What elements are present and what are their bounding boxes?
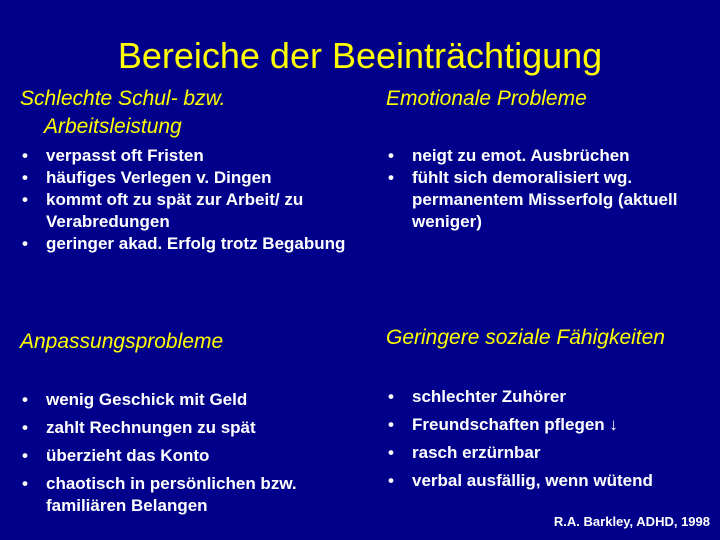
- citation: R.A. Barkley, ADHD, 1998: [553, 514, 710, 529]
- list-item: • wenig Geschick mit Geld: [20, 389, 350, 411]
- slide-title: Bereiche der Beeinträchtigung: [117, 35, 603, 76]
- bullet-list-emotional: [386, 145, 686, 233]
- list-item: • kommt oft zu spät zur Arbeit/ zu Verabredungen: [20, 189, 350, 233]
- list-item: • verbal ausfällig, wenn wütend: [386, 470, 706, 492]
- bullet-list-adaptation: [20, 389, 350, 523]
- list-item: • neigt zu emot. Ausbrüchen: [386, 145, 686, 167]
- list-item: [386, 414, 706, 436]
- list-item: • zahlt Rechnungen zu spät: [20, 417, 350, 439]
- section-heading-social: Geringere soziale Fähigkeiten: [386, 326, 665, 349]
- bullet-list-social: [386, 386, 706, 498]
- section-heading-adaptation: Anpassungsprobleme: [20, 330, 224, 353]
- list-item: • häufiges Verlegen v. Dingen: [20, 167, 350, 189]
- section-heading-emotional: Emotionale Probleme: [386, 87, 587, 110]
- bullet-list-school-work: [20, 145, 350, 255]
- list-item: • rasch erzürnbar: [386, 442, 706, 464]
- section-heading-school-work: Schlechte Schul- bzw. Arbeitsleistung: [20, 87, 226, 138]
- arrow-down-icon: ↓: [609, 415, 618, 434]
- list-item-text: Freundschaften pflegen: [412, 415, 605, 434]
- list-item: • verpasst oft Fristen: [20, 145, 350, 167]
- list-item: • überzieht das Konto: [20, 445, 350, 467]
- list-item: • geringer akad. Erfolg trotz Begabung: [20, 233, 350, 255]
- list-item: • fühlt sich demoralisiert wg. permanentem Misserfolg (aktuell weniger): [386, 167, 686, 233]
- list-item: • schlechter Zuhörer: [386, 386, 706, 408]
- list-item: • chaotisch in persönlichen bzw. familiären Belangen: [20, 473, 350, 517]
